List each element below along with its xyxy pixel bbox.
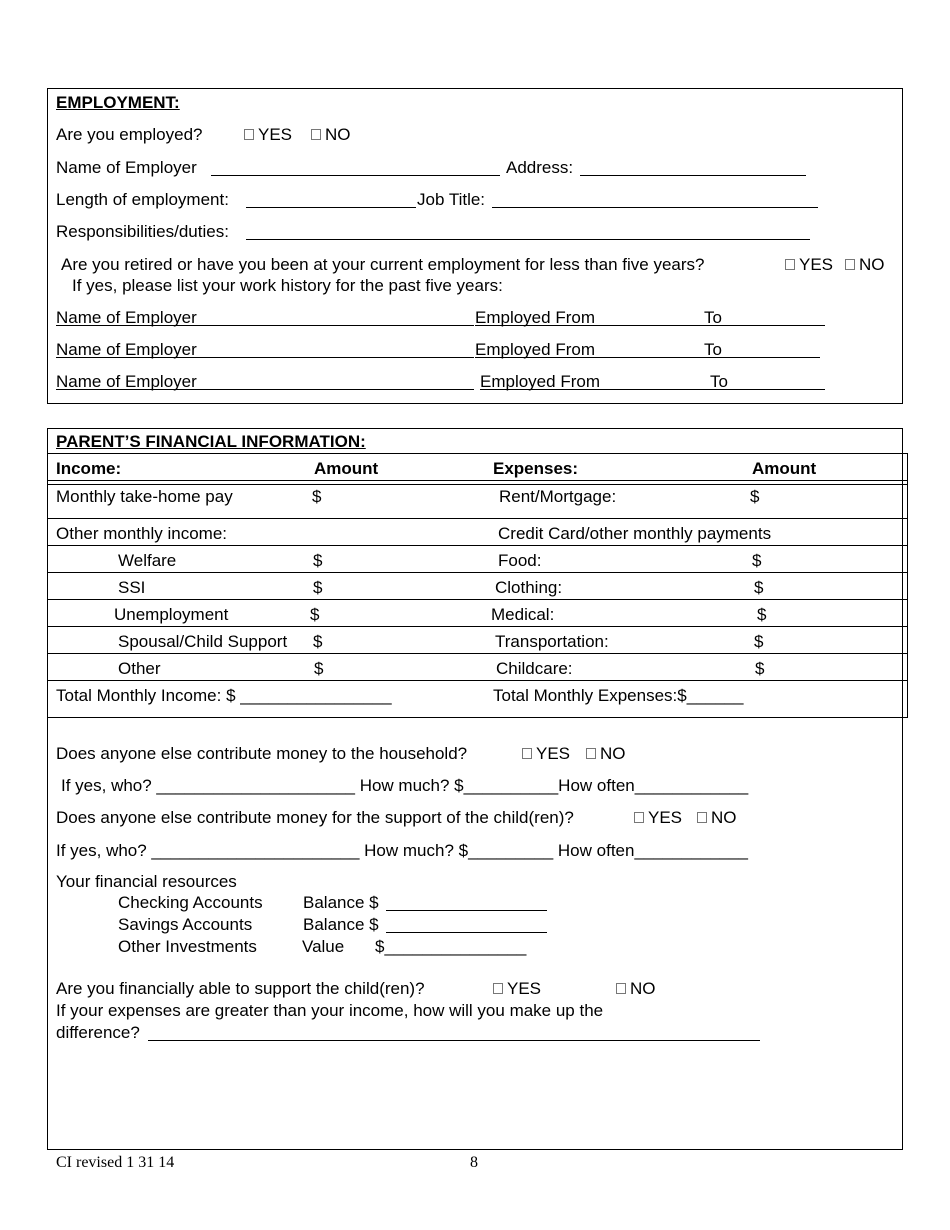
table-rule [47, 480, 908, 481]
retired-yes-label: YES [799, 255, 834, 274]
difference-question: If your expenses are greater than your income, how will you make up the [56, 1001, 604, 1020]
employed-no-label: NO [325, 125, 351, 144]
employed-no-option[interactable] [311, 125, 351, 145]
retired-no-checkbox[interactable] [845, 259, 855, 270]
history-dates-field-3[interactable] [480, 389, 825, 390]
child-support-question: Does anyone else contribute money for the support of the child(ren)? [56, 808, 574, 827]
employed-yes-checkbox[interactable] [244, 129, 254, 140]
employed-yes-option[interactable] [244, 125, 292, 145]
address-field[interactable] [580, 175, 806, 176]
resources-title: Your financial resources [56, 872, 237, 891]
able-yes-label: YES [507, 979, 542, 998]
able-question: Are you financially able to support the child(ren)? [56, 979, 425, 998]
employment-title: EMPLOYMENT: [56, 93, 180, 112]
monthly-pay-amount[interactable]: $ [312, 487, 322, 506]
contribute-yes-option[interactable] [522, 744, 570, 764]
table-rule [47, 545, 908, 546]
page-number: 8 [470, 1154, 478, 1171]
revision-note: CI revised 1 31 14 [56, 1154, 175, 1171]
checking-balance-field[interactable] [386, 910, 547, 911]
credit-label: Credit Card/other monthly payments [498, 524, 772, 543]
employed-no-checkbox[interactable] [311, 129, 321, 140]
history-from-1: Employed From [475, 308, 595, 327]
medical-amount[interactable]: $ [757, 605, 767, 624]
table-rule [47, 484, 908, 485]
child-no-label: NO [711, 808, 737, 827]
child-no-option[interactable] [697, 808, 737, 828]
savings-label: Savings Accounts [118, 915, 253, 934]
checking-balance-label: Balance $ [303, 893, 379, 912]
total-income[interactable]: Total Monthly Income: $ ________________ [56, 686, 392, 705]
address-label: Address: [506, 158, 574, 177]
income-header: Income: [56, 459, 122, 478]
ssi-label: SSI [118, 578, 146, 597]
rent-amount[interactable]: $ [750, 487, 760, 506]
welfare-label: Welfare [118, 551, 177, 570]
monthly-pay-label: Monthly take-home pay [56, 487, 233, 506]
table-rule [47, 653, 908, 654]
childcare-amount[interactable]: $ [755, 659, 765, 678]
amount-header-1: Amount [314, 459, 379, 478]
contribute-no-checkbox[interactable] [586, 748, 596, 759]
history-dates-field-2[interactable] [475, 357, 820, 358]
table-rule [47, 717, 908, 718]
contribute-yes-label: YES [536, 744, 571, 763]
unemployment-amount[interactable]: $ [310, 605, 320, 624]
table-rule [47, 626, 908, 627]
history-to-1: To [704, 308, 722, 327]
welfare-amount[interactable]: $ [313, 551, 323, 570]
other-income-label: Other monthly income: [56, 524, 228, 543]
who-line-child[interactable]: If yes, who? ______________________ How much? $_________ How often____________ [56, 841, 748, 860]
employed-question: Are you employed? [56, 125, 203, 144]
support-amount[interactable]: $ [313, 632, 323, 651]
history-employer-2: Name of Employer [56, 340, 197, 359]
childcare-label: Childcare: [496, 659, 573, 678]
history-employer-1: Name of Employer [56, 308, 197, 327]
who-line-household[interactable]: If yes, who? _____________________ How much? $__________How often____________ [61, 776, 749, 795]
amount-header-2: Amount [752, 459, 817, 478]
child-no-checkbox[interactable] [697, 812, 707, 823]
rent-label: Rent/Mortgage: [499, 487, 617, 506]
able-yes-option[interactable] [493, 979, 541, 999]
clothing-amount[interactable]: $ [754, 578, 764, 597]
employer-field[interactable] [211, 175, 500, 176]
medical-label: Medical: [491, 605, 555, 624]
contribute-yes-checkbox[interactable] [522, 748, 532, 759]
other-label: Other [118, 659, 161, 678]
history-employer-field-3[interactable] [56, 389, 474, 390]
history-employer-field-2[interactable] [56, 357, 474, 358]
financial-title: PARENT’S FINANCIAL INFORMATION: [56, 432, 366, 451]
responsibilities-field[interactable] [246, 239, 810, 240]
clothing-label: Clothing: [495, 578, 563, 597]
retired-no-label: NO [859, 255, 885, 274]
able-yes-checkbox[interactable] [493, 983, 503, 994]
table-right-edge [907, 453, 908, 718]
table-rule [47, 572, 908, 573]
unemployment-label: Unemployment [114, 605, 229, 624]
expenses-header: Expenses: [493, 459, 579, 478]
transportation-amount[interactable]: $ [754, 632, 764, 651]
contribute-no-label: NO [600, 744, 626, 763]
food-label: Food: [498, 551, 542, 570]
table-rule [47, 599, 908, 600]
able-no-checkbox[interactable] [616, 983, 626, 994]
ssi-amount[interactable]: $ [313, 578, 323, 597]
able-no-option[interactable] [616, 979, 656, 999]
savings-balance-label: Balance $ [303, 915, 379, 934]
retired-yes-checkbox[interactable] [785, 259, 795, 270]
child-yes-label: YES [648, 808, 683, 827]
history-employer-3: Name of Employer [56, 372, 197, 391]
table-rule [47, 453, 908, 454]
table-rule [47, 680, 908, 681]
child-yes-checkbox[interactable] [634, 812, 644, 823]
length-field[interactable] [246, 207, 416, 208]
retired-no-option[interactable] [845, 255, 885, 275]
responsibilities-label: Responsibilities/duties: [56, 222, 229, 241]
contribute-no-option[interactable] [586, 744, 626, 764]
contribute-question: Does anyone else contribute money to the household? [56, 744, 468, 763]
retired-question: Are you retired or have you been at your current employment for less than five years? [61, 255, 705, 274]
checking-label: Checking Accounts [118, 893, 263, 912]
length-label: Length of employment: [56, 190, 229, 209]
food-amount[interactable]: $ [752, 551, 762, 570]
history-to-2: To [704, 340, 722, 359]
employed-yes-label: YES [258, 125, 293, 144]
retired-yes-option[interactable] [785, 255, 833, 275]
difference-field[interactable] [148, 1040, 760, 1041]
investments-value-field[interactable]: $_______________ [375, 937, 527, 956]
savings-balance-field[interactable] [386, 932, 547, 933]
other-amount[interactable]: $ [314, 659, 324, 678]
child-yes-option[interactable] [634, 808, 682, 828]
investments-value-label: Value [302, 937, 345, 956]
job-title-label: Job Title: [417, 190, 486, 209]
transportation-label: Transportation: [495, 632, 609, 651]
table-rule [47, 518, 908, 519]
support-label: Spousal/Child Support [118, 632, 288, 651]
employer-label: Name of Employer [56, 158, 197, 177]
history-to-3: To [710, 372, 728, 391]
able-no-label: NO [630, 979, 656, 998]
history-employer-field-1[interactable] [56, 325, 474, 326]
history-dates-field-1[interactable] [475, 325, 825, 326]
difference-label: difference? [56, 1023, 140, 1042]
investments-label: Other Investments [118, 937, 257, 956]
total-expenses[interactable]: Total Monthly Expenses:$______ [493, 686, 744, 705]
history-from-3: Employed From [480, 372, 600, 391]
job-title-field[interactable] [492, 207, 818, 208]
history-instruction: If yes, please list your work history for the past five years: [72, 276, 503, 295]
history-from-2: Employed From [475, 340, 595, 359]
